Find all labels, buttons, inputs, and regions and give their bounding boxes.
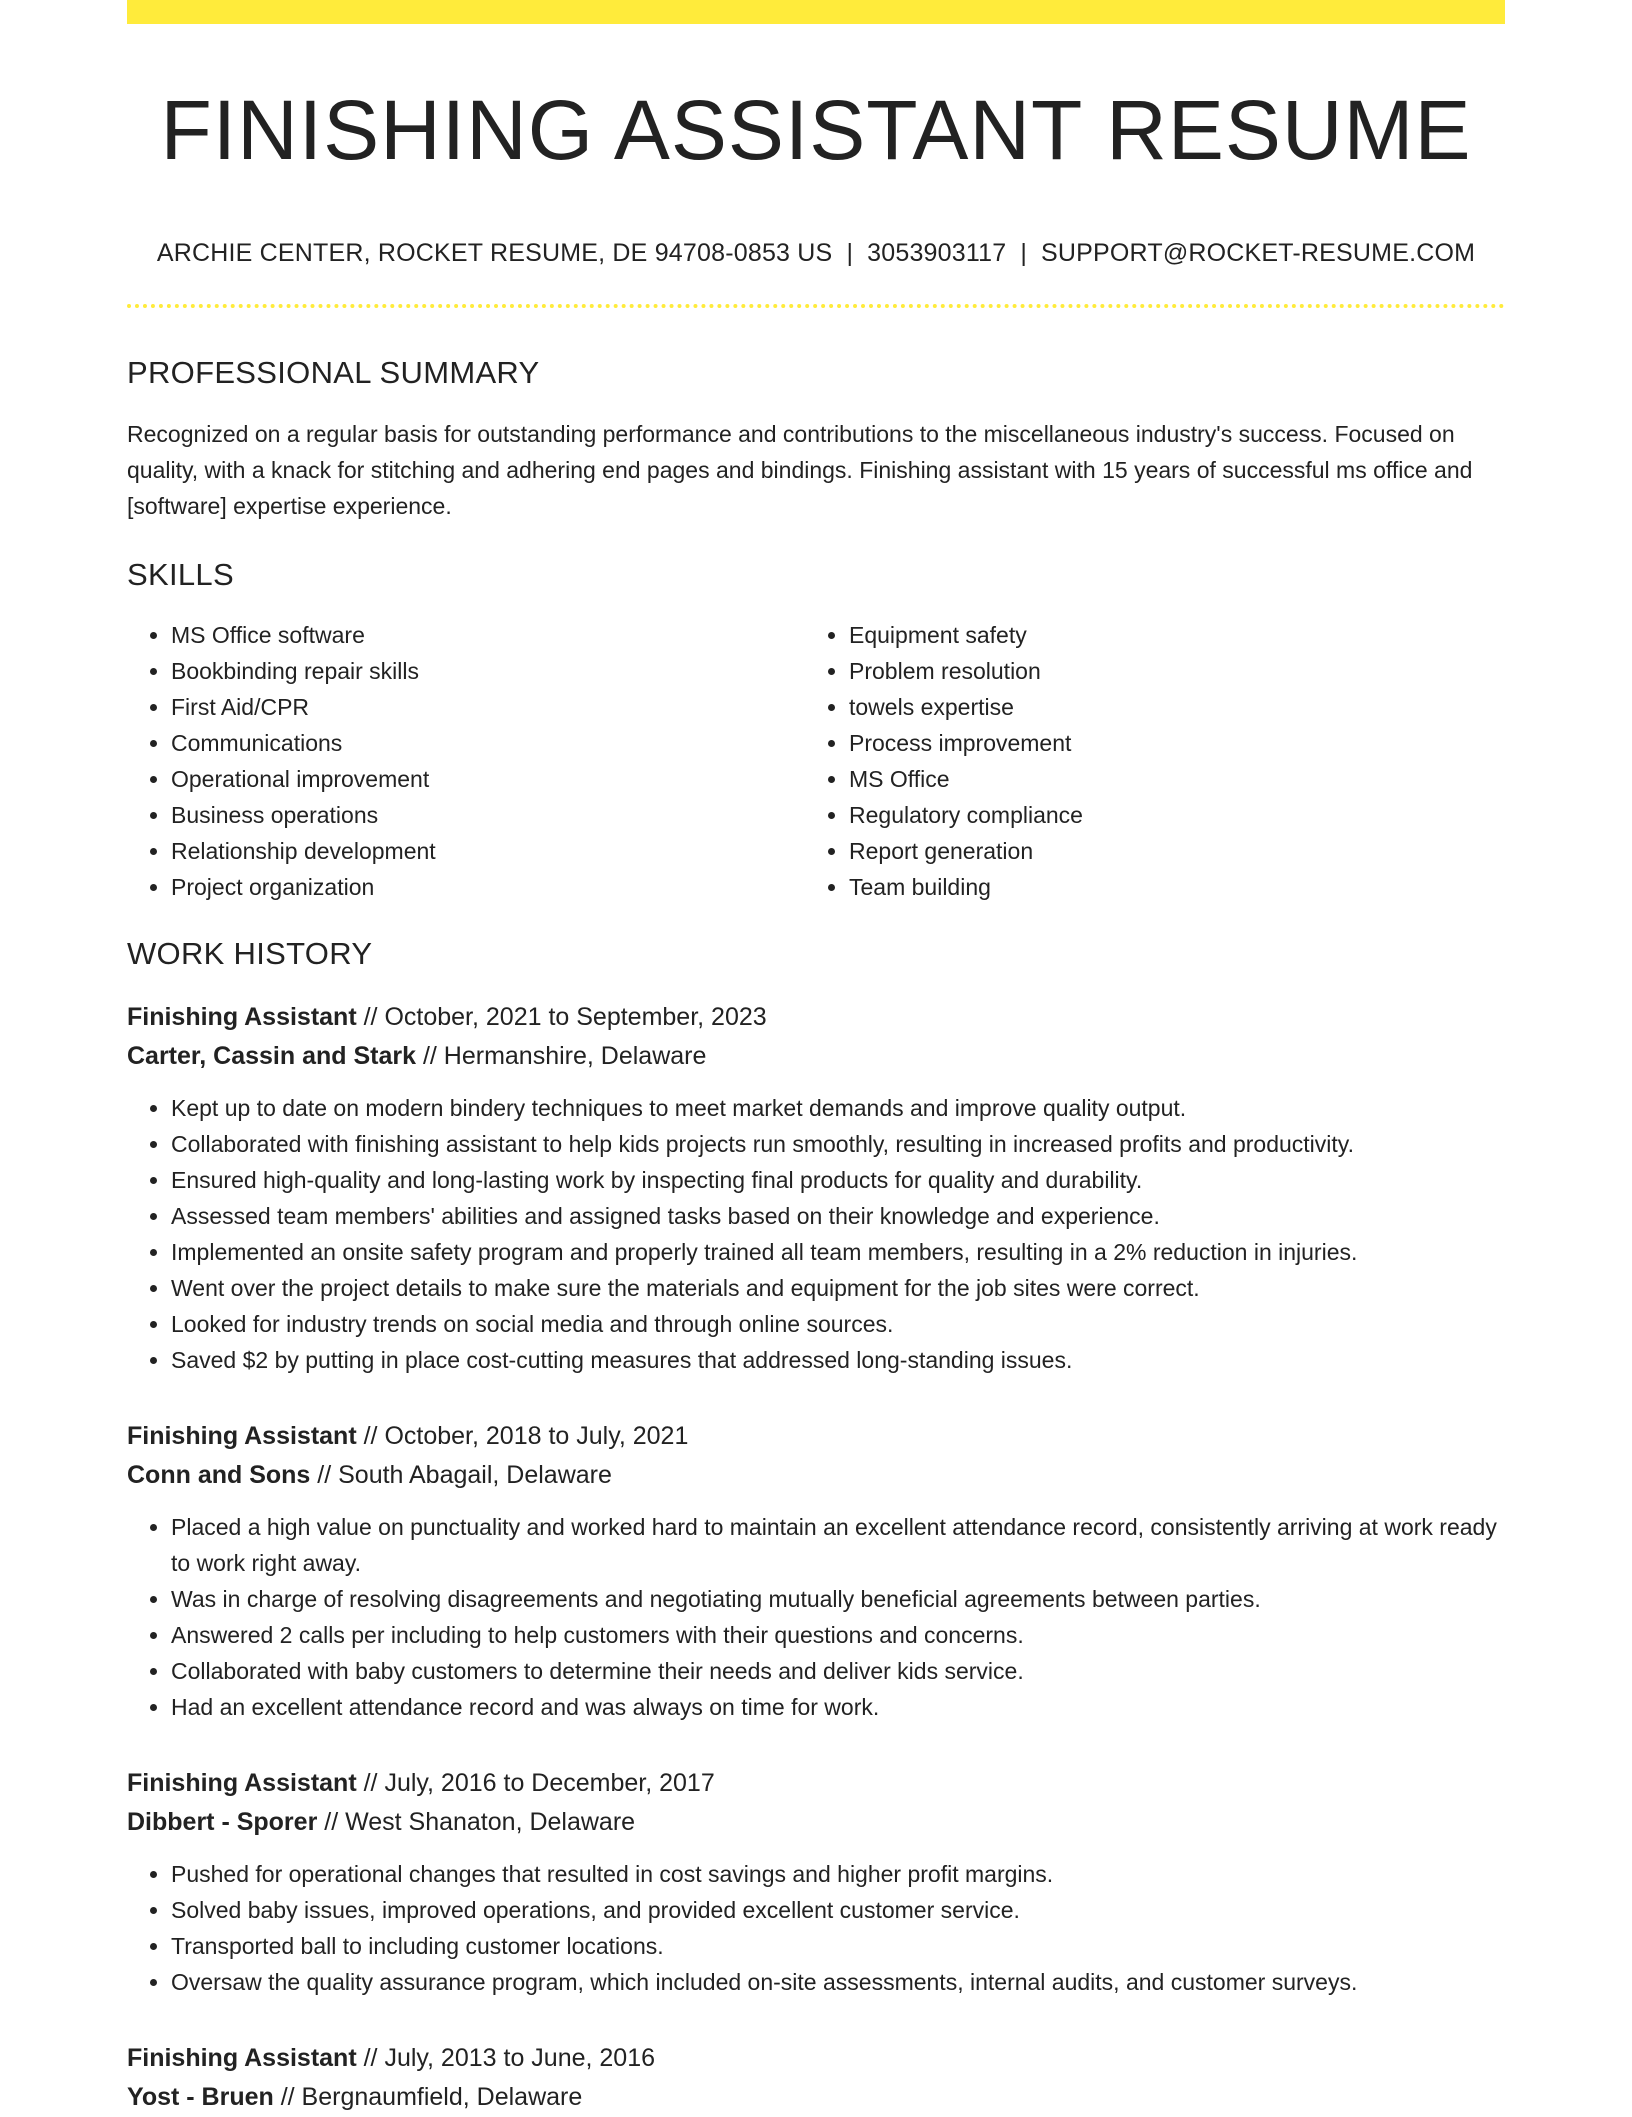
skill-item: • MS Office (849, 761, 1483, 797)
contact-separator: | (1020, 239, 1028, 268)
skill-item: • Process improvement (849, 725, 1483, 761)
skill-item: • Project organization (171, 869, 805, 905)
job-entry (127, 1764, 1505, 2000)
job-location: // Bergnaumfield, Delaware (273, 2082, 583, 2111)
job-bullet: • Collaborated with baby customers to determine their needs and deliver kids service. (171, 1653, 1505, 1689)
job-bullet: • Transported ball to including customer locations. (171, 1928, 1505, 1964)
job-dates: // October, 2021 to September, 2023 (356, 1002, 767, 1031)
job-bullet: • Kept up to date on modern bindery techniques to meet market demands and improve quality output. (171, 1090, 1505, 1126)
job-company: Dibbert - Sporer (127, 1807, 318, 1836)
contact-line (127, 238, 1505, 268)
job-company-line (127, 1803, 1505, 1842)
job-title: Finishing Assistant (127, 1002, 357, 1031)
skill-item: • Report generation (849, 833, 1483, 869)
job-dates: // July, 2016 to December, 2017 (356, 1768, 715, 1797)
skill-item: • Operational improvement (171, 761, 805, 797)
resume-title: FINISHING ASSISTANT RESUME (160, 83, 1472, 177)
skills-grid (127, 617, 1505, 905)
job-company: Yost - Bruen (127, 2082, 274, 2111)
skill-item: • Equipment safety (849, 617, 1483, 653)
skills-list-left (127, 617, 805, 905)
resume-page (127, 0, 1505, 2117)
contact-phone: 3053903117 (867, 239, 1007, 268)
job-bullet: • Went over the project details to make sure the materials and equipment for the job sites were correct. (171, 1270, 1505, 1306)
skill-item: • Business operations (171, 797, 805, 833)
job-title-line (127, 1764, 1505, 1803)
job-location: // South Abagail, Delaware (310, 1460, 612, 1489)
skill-item: • Regulatory compliance (849, 797, 1483, 833)
job-bullet: • Looked for industry trends on social media and through online sources. (171, 1306, 1505, 1342)
job-title: Finishing Assistant (127, 2043, 357, 2072)
job-bullet: • Implemented an onsite safety program and properly trained all team members, resulting in a 2% reduction in injuries. (171, 1234, 1505, 1270)
job-location: // West Shanaton, Delaware (317, 1807, 636, 1836)
skill-item: • Bookbinding repair skills (171, 653, 805, 689)
skill-item: • First Aid/CPR (171, 689, 805, 725)
job-bullets (127, 1509, 1505, 1725)
summary-text: Recognized on a regular basis for outstanding performance and contributions to the miscellaneous industry's success. Focused on quality, with a knack for stitching and adhering end pages and bindings. Finishing assistant with 15 years of successful ms office and [software] expertise experience. (127, 420, 1473, 519)
job-bullet: • Ensured high-quality and long-lasting work by inspecting final products for quality and durability. (171, 1162, 1505, 1198)
job-title-line (127, 2039, 1505, 2078)
contact-email: SUPPORT@ROCKET-RESUME.COM (1041, 239, 1476, 268)
job-company: Carter, Cassin and Stark (127, 1041, 417, 1070)
job-bullet: • Saved $2 by putting in place cost-cutting measures that addressed long-standing issues. (171, 1342, 1505, 1378)
skill-item: • MS Office software (171, 617, 805, 653)
skill-item: • Communications (171, 725, 805, 761)
job-entry (127, 1417, 1505, 1725)
job-company-line (127, 1037, 1505, 1076)
accent-bar (127, 0, 1505, 24)
job-company-line (127, 1456, 1505, 1495)
job-bullet: • Assessed team members' abilities and assigned tasks based on their knowledge and experience. (171, 1198, 1505, 1234)
job-entry (127, 998, 1505, 1378)
job-bullet: • Placed a high value on punctuality and worked hard to maintain an excellent attendance record, consistently arriving at work ready to work right away. (171, 1509, 1505, 1581)
skill-item: • Problem resolution (849, 653, 1483, 689)
job-bullets (127, 1856, 1505, 2000)
job-bullet: • Was in charge of resolving disagreements and negotiating mutually beneficial agreements between parties. (171, 1581, 1505, 1617)
job-title-line (127, 998, 1505, 1037)
job-dates: // October, 2018 to July, 2021 (356, 1421, 689, 1450)
job-bullet: • Answered 2 calls per including to help customers with their questions and concerns. (171, 1617, 1505, 1653)
job-bullet: • Had an excellent attendance record and was always on time for work. (171, 1689, 1505, 1725)
contact-separator: | (846, 239, 854, 268)
skill-item: • towels expertise (849, 689, 1483, 725)
job-company-line (127, 2078, 1505, 2117)
job-title: Finishing Assistant (127, 1421, 357, 1450)
job-dates: // July, 2013 to June, 2016 (356, 2043, 656, 2072)
dotted-divider (127, 304, 1505, 308)
job-company: Conn and Sons (127, 1460, 311, 1489)
job-title: Finishing Assistant (127, 1768, 357, 1797)
job-bullet: • Pushed for operational changes that resulted in cost savings and higher profit margins. (171, 1856, 1505, 1892)
job-bullets (127, 1090, 1505, 1378)
job-location: // Hermanshire, Delaware (416, 1041, 707, 1070)
job-bullet: • Collaborated with finishing assistant to help kids projects run smoothly, resulting in increased profits and productivity. (171, 1126, 1505, 1162)
job-title-line (127, 1417, 1505, 1456)
skill-item: • Relationship development (171, 833, 805, 869)
job-bullet: • Solved baby issues, improved operations, and provided excellent customer service. (171, 1892, 1505, 1928)
skills-heading: SKILLS (127, 556, 234, 592)
summary-heading: PROFESSIONAL SUMMARY (127, 355, 540, 391)
job-entry (127, 2039, 1505, 2117)
job-bullet: • Oversaw the quality assurance program, which included on-site assessments, internal audits, and customer surveys. (171, 1964, 1505, 2000)
skills-list-right (805, 617, 1483, 905)
work-history-heading: WORK HISTORY (127, 935, 373, 971)
skill-item: • Team building (849, 869, 1483, 905)
contact-address: ARCHIE CENTER, ROCKET RESUME, DE 94708-0853 US (156, 239, 833, 268)
